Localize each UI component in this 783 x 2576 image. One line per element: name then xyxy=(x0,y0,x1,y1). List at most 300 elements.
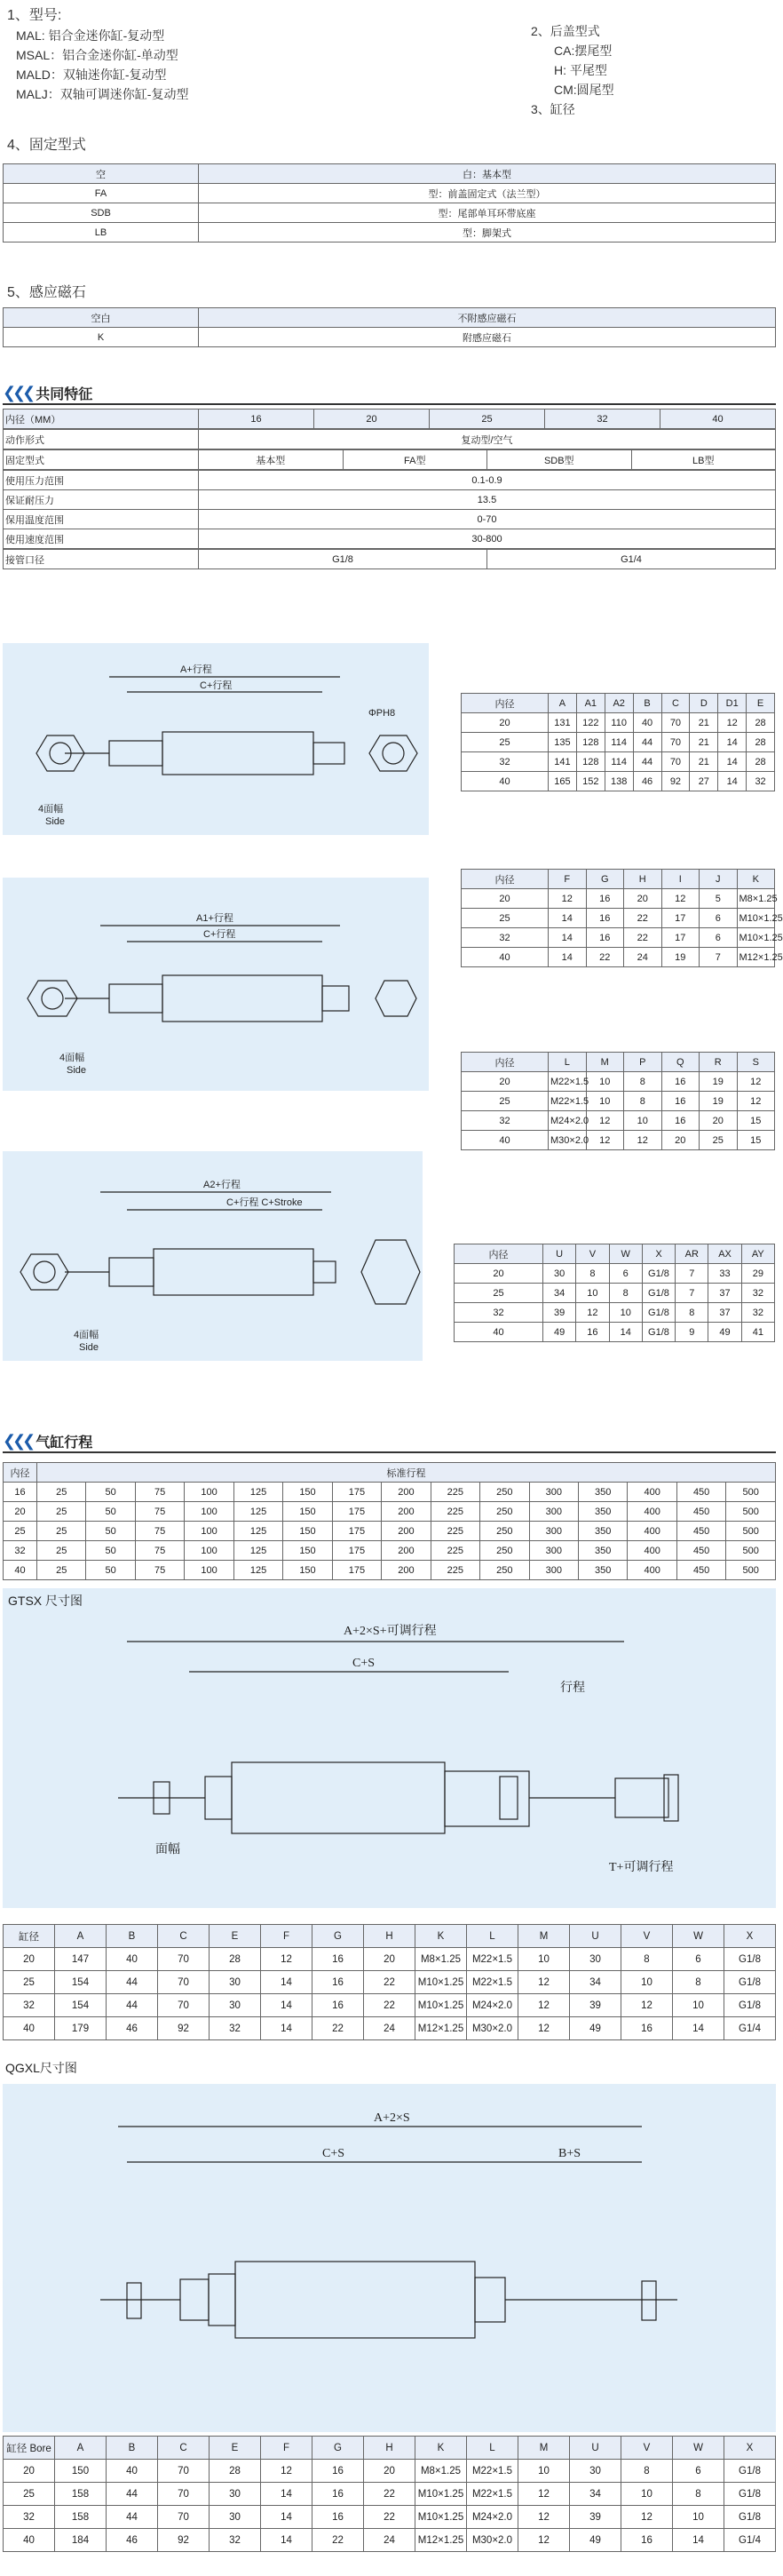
table-cell: 28 xyxy=(747,752,775,772)
table-cell: G1/8 xyxy=(642,1303,675,1323)
table-cell: W xyxy=(673,1925,724,1948)
table-cell: B xyxy=(107,2437,158,2460)
table-cell: 12 xyxy=(518,2529,570,2552)
table-cell: 12 xyxy=(621,1994,673,2017)
table-cell: 44 xyxy=(107,1994,158,2017)
common-cell: LB型 xyxy=(631,450,776,470)
table-cell: 10 xyxy=(673,1994,724,2017)
table-cell: M30×2.0 xyxy=(467,2017,518,2040)
rear-cover-list xyxy=(531,21,614,119)
table-cell: 75 xyxy=(135,1522,184,1541)
stroke-cell: 标准行程 xyxy=(37,1463,776,1483)
table-cell: F xyxy=(261,2437,312,2460)
table-cell: L xyxy=(467,2437,518,2460)
table-cell: 16 xyxy=(312,2483,364,2506)
table-cell: 49 xyxy=(570,2017,621,2040)
table-cell: 19 xyxy=(661,948,700,967)
table-cell: 200 xyxy=(382,1561,431,1580)
model-item: MSAL：铝合金迷你缸-单动型 xyxy=(16,48,178,62)
table-cell: 40 xyxy=(455,1323,543,1342)
common-cell: 使用压力范围 xyxy=(4,471,199,490)
table-cell: 19 xyxy=(700,1072,738,1092)
table-cell: 14 xyxy=(261,2483,312,2506)
table-cell: 138 xyxy=(605,772,633,791)
table-cell: E xyxy=(747,694,775,713)
table-cell: 6 xyxy=(673,1948,724,1971)
table-cell: 16 xyxy=(661,1111,700,1131)
table-cell: L xyxy=(467,1925,518,1948)
table-cell: 14 xyxy=(609,1323,642,1342)
table-cell: M22×1.5 xyxy=(549,1072,587,1092)
table-cell: 16 xyxy=(312,1971,364,1994)
table-cell: 30 xyxy=(543,1264,576,1284)
table-cell: 20 xyxy=(455,1264,543,1284)
table-cell: 300 xyxy=(529,1483,578,1502)
common-cell: FA型 xyxy=(343,450,487,470)
table-cell: 20 xyxy=(462,889,549,909)
common-cell: 32 xyxy=(545,409,660,429)
table-cell: M8×1.25 xyxy=(415,1948,467,1971)
rear-cover-item: CM:圆尾型 xyxy=(554,83,614,97)
table-cell: 44 xyxy=(633,733,661,752)
table-cell: M22×1.5 xyxy=(467,2483,518,2506)
table-cell: 14 xyxy=(718,752,747,772)
table-cell: 14 xyxy=(261,2506,312,2529)
table-cell: 21 xyxy=(690,733,718,752)
table-cell: 37 xyxy=(708,1284,741,1303)
table-cell: 10 xyxy=(576,1284,609,1303)
table-cell: 22 xyxy=(364,2483,415,2506)
table-cell: K xyxy=(415,1925,467,1948)
table-cell: 154 xyxy=(55,1994,107,2017)
table-row xyxy=(4,1561,776,1580)
model-item: MALJ：双轴可调迷你缸-复动型 xyxy=(16,87,189,101)
table-cell: 14 xyxy=(673,2529,724,2552)
table-cell: 25 xyxy=(462,1092,549,1111)
table-cell: 32 xyxy=(462,1111,549,1131)
stroke-table xyxy=(3,1462,776,1580)
table-row xyxy=(455,1284,775,1303)
table-cell: 20 xyxy=(4,2460,55,2483)
table-cell: 28 xyxy=(210,2460,261,2483)
table-cell: 44 xyxy=(107,1971,158,1994)
table-cell: 25 xyxy=(4,1522,37,1541)
table-cell: 8 xyxy=(676,1303,708,1323)
table-row xyxy=(4,2437,776,2460)
table-cell: 27 xyxy=(690,772,718,791)
table-cell: 141 xyxy=(549,752,577,772)
table-cell: 500 xyxy=(726,1522,776,1541)
table-cell: 150 xyxy=(283,1541,332,1561)
common-table xyxy=(3,409,776,569)
table-cell: 10 xyxy=(609,1303,642,1323)
table-cell: 7 xyxy=(676,1284,708,1303)
common-cell: 25 xyxy=(430,409,545,429)
table-cell: 75 xyxy=(135,1541,184,1561)
magnet-title: 5、感应磁石 xyxy=(7,285,86,300)
table-cell: 200 xyxy=(382,1483,431,1502)
table-cell: G1/8 xyxy=(724,1948,776,1971)
table-cell: K xyxy=(415,2437,467,2460)
table-cell: M12×1.25 xyxy=(737,948,775,967)
table-cell: 175 xyxy=(332,1561,381,1580)
table-cell: 22 xyxy=(364,2506,415,2529)
common-cell: 13.5 xyxy=(199,490,776,510)
table-cell: 25 xyxy=(462,733,549,752)
table-cell: 32 xyxy=(462,928,549,948)
table-cell: 16 xyxy=(312,2506,364,2529)
table-cell: 40 xyxy=(633,713,661,733)
table-cell: M10×1.25 xyxy=(737,928,775,948)
table-cell: 100 xyxy=(185,1502,233,1522)
table-cell: 10 xyxy=(621,1971,673,1994)
table-cell: 22 xyxy=(586,948,624,967)
table-cell: 16 xyxy=(586,889,624,909)
table-cell: G1/8 xyxy=(642,1284,675,1303)
table-cell: M xyxy=(586,1053,624,1072)
table-cell: 350 xyxy=(578,1483,627,1502)
magnet-cell: 附感应磁石 xyxy=(199,328,776,347)
table-row xyxy=(462,1111,775,1131)
table-cell: 40 xyxy=(107,1948,158,1971)
table-cell: 16 xyxy=(586,909,624,928)
table-cell: M8×1.25 xyxy=(415,2460,467,2483)
table-cell: 150 xyxy=(283,1561,332,1580)
table-cell: 175 xyxy=(332,1502,381,1522)
table-cell: 200 xyxy=(382,1541,431,1561)
table-cell: 12 xyxy=(624,1131,662,1150)
mount-cell: 白：基本型 xyxy=(199,164,776,184)
side-label: 4面幅 xyxy=(38,804,64,815)
table-cell: X xyxy=(642,1244,675,1264)
table-cell: 150 xyxy=(283,1522,332,1541)
table-cell: V xyxy=(621,2437,673,2460)
table-row xyxy=(455,1244,775,1264)
table-cell: 20 xyxy=(364,1948,415,1971)
table-cell: 250 xyxy=(480,1541,529,1561)
table-cell: 128 xyxy=(576,733,605,752)
table-cell: 6 xyxy=(609,1264,642,1284)
table-cell: I xyxy=(661,870,700,889)
table-cell: 250 xyxy=(480,1502,529,1522)
table-cell: 14 xyxy=(261,1994,312,2017)
table-cell: 25 xyxy=(37,1561,86,1580)
table-cell: 24 xyxy=(364,2017,415,2040)
table-cell: 25 xyxy=(4,2483,55,2506)
table-cell: 114 xyxy=(605,752,633,772)
table-cell: 22 xyxy=(624,909,662,928)
table-cell: 49 xyxy=(570,2529,621,2552)
table-row xyxy=(4,1541,776,1561)
table-cell: G1/8 xyxy=(724,2460,776,2483)
table-cell: 14 xyxy=(718,733,747,752)
table-cell: 10 xyxy=(624,1111,662,1131)
common-cell: 0-70 xyxy=(199,510,776,529)
table-row xyxy=(4,1971,776,1994)
model-list xyxy=(16,26,188,104)
table-cell: 350 xyxy=(578,1541,627,1561)
table-cell: 10 xyxy=(518,2460,570,2483)
table-cell: 21 xyxy=(690,713,718,733)
table-cell: 128 xyxy=(576,752,605,772)
table-cell: 22 xyxy=(624,928,662,948)
table-cell: 25 xyxy=(37,1522,86,1541)
table-cell: 300 xyxy=(529,1541,578,1561)
table-cell: W xyxy=(673,2437,724,2460)
table-cell: 225 xyxy=(431,1502,479,1522)
table-cell: 450 xyxy=(676,1561,725,1580)
table-cell: 125 xyxy=(233,1541,282,1561)
qgxl-drawing xyxy=(3,2084,776,2432)
rear-cover-item: H: 平尾型 xyxy=(554,63,607,77)
table-cell: F xyxy=(261,1925,312,1948)
table-cell: 100 xyxy=(185,1561,233,1580)
table-cell: M24×2.0 xyxy=(467,1994,518,2017)
table-cell: C xyxy=(661,694,690,713)
table-cell: A1 xyxy=(576,694,605,713)
table-cell: 15 xyxy=(737,1131,775,1150)
table-cell: M30×2.0 xyxy=(467,2529,518,2552)
table-cell: 21 xyxy=(690,752,718,772)
table-cell: 24 xyxy=(364,2529,415,2552)
table-cell: 150 xyxy=(283,1483,332,1502)
table-cell: M22×1.5 xyxy=(549,1092,587,1111)
qgxl-table xyxy=(3,2436,776,2552)
table-cell: 16 xyxy=(312,1948,364,1971)
table-cell: M30×2.0 xyxy=(549,1131,587,1150)
table-cell: 12 xyxy=(518,2483,570,2506)
chevrons-icon: ❮❮❮ xyxy=(3,383,33,402)
table-cell: 92 xyxy=(158,2017,210,2040)
table-cell: 125 xyxy=(233,1561,282,1580)
table-cell: 400 xyxy=(628,1522,676,1541)
table-cell: 34 xyxy=(543,1284,576,1303)
mount-cell: LB xyxy=(4,223,199,242)
table-cell: 14 xyxy=(718,772,747,791)
table-cell: L xyxy=(549,1053,587,1072)
table-cell: 450 xyxy=(676,1502,725,1522)
table-cell: 44 xyxy=(633,752,661,772)
common-cell: G1/4 xyxy=(487,550,776,569)
table-cell: M10×1.25 xyxy=(415,2506,467,2529)
table-cell: 16 xyxy=(621,2529,673,2552)
mount-cell: 型：脚架式 xyxy=(199,223,776,242)
table-cell: 70 xyxy=(158,1994,210,2017)
table-cell: K xyxy=(737,870,775,889)
common-cell: 0.1-0.9 xyxy=(199,471,776,490)
table-cell: 350 xyxy=(578,1561,627,1580)
table-cell: 150 xyxy=(55,2460,107,2483)
table-cell: 10 xyxy=(621,2483,673,2506)
table-cell: X xyxy=(724,1925,776,1948)
table-cell: 16 xyxy=(586,928,624,948)
magnet-table xyxy=(3,307,776,347)
table-cell: 122 xyxy=(576,713,605,733)
table-cell: V xyxy=(621,1925,673,1948)
table-row xyxy=(4,1948,776,1971)
table-cell: 44 xyxy=(107,2483,158,2506)
table-row xyxy=(462,948,775,967)
gtsx-drawing xyxy=(3,1588,776,1908)
dim-label: A+2×S+可调行程 xyxy=(344,1625,437,1638)
table-cell: 49 xyxy=(708,1323,741,1342)
table-cell: 8 xyxy=(576,1264,609,1284)
table-cell: 14 xyxy=(261,2017,312,2040)
table-cell: 400 xyxy=(628,1541,676,1561)
table-cell: 40 xyxy=(4,1561,37,1580)
table-cell: X xyxy=(724,2437,776,2460)
table-cell: 110 xyxy=(605,713,633,733)
table-cell: 450 xyxy=(676,1483,725,1502)
table-cell: C xyxy=(158,2437,210,2460)
table-row xyxy=(4,1502,776,1522)
dim-label: 面幅 xyxy=(155,1843,180,1856)
table-cell: 17 xyxy=(661,909,700,928)
table-cell: 41 xyxy=(741,1323,774,1342)
table-cell: 12 xyxy=(576,1303,609,1323)
table-row xyxy=(462,694,775,713)
table-cell: A2 xyxy=(605,694,633,713)
table-cell: 缸径 Bore xyxy=(4,2437,55,2460)
table-cell: 33 xyxy=(708,1264,741,1284)
table-cell: 12 xyxy=(518,2506,570,2529)
table-cell: C xyxy=(158,1925,210,1948)
table-cell: 17 xyxy=(661,928,700,948)
table-cell: H xyxy=(364,2437,415,2460)
table-row xyxy=(462,909,775,928)
table-cell: 100 xyxy=(185,1541,233,1561)
table-cell: 400 xyxy=(628,1502,676,1522)
table-cell: 8 xyxy=(624,1092,662,1111)
table-row xyxy=(4,1522,776,1541)
table-cell: M10×1.25 xyxy=(415,1994,467,2017)
table-cell: 40 xyxy=(462,772,549,791)
table-cell: 350 xyxy=(578,1502,627,1522)
model-section xyxy=(7,4,188,104)
dim-label: A1+行程 xyxy=(196,913,233,924)
table-cell: 9 xyxy=(676,1323,708,1342)
table-cell: Q xyxy=(661,1053,700,1072)
table-cell: 32 xyxy=(4,1994,55,2017)
table-cell: 75 xyxy=(135,1561,184,1580)
table-cell: M12×1.25 xyxy=(415,2017,467,2040)
table-cell: 46 xyxy=(107,2529,158,2552)
common-cell: 20 xyxy=(314,409,430,429)
table-row xyxy=(455,1264,775,1284)
table-cell: 32 xyxy=(210,2017,261,2040)
table-cell: 32 xyxy=(741,1284,774,1303)
table-cell: 7 xyxy=(700,948,738,967)
table-cell: 175 xyxy=(332,1522,381,1541)
mount-title: 4、固定型式 xyxy=(7,138,86,153)
table-cell: 7 xyxy=(676,1264,708,1284)
common-cell: 接管口径 xyxy=(4,550,199,569)
bore-title: 3、缸径 xyxy=(531,102,575,116)
table-cell: 25 xyxy=(4,1971,55,1994)
common-cell: G1/8 xyxy=(199,550,487,569)
table-cell: S xyxy=(737,1053,775,1072)
table-cell: 22 xyxy=(312,2017,364,2040)
table-cell: 14 xyxy=(673,2017,724,2040)
table-cell: 39 xyxy=(570,1994,621,2017)
table-cell: 179 xyxy=(55,2017,107,2040)
common-header xyxy=(3,382,776,405)
table-cell: 39 xyxy=(543,1303,576,1323)
dim-table-4 xyxy=(454,1244,775,1342)
table-cell: 12 xyxy=(261,2460,312,2483)
table-cell: AY xyxy=(741,1244,774,1264)
table-row xyxy=(462,1131,775,1150)
table-cell: G1/8 xyxy=(642,1264,675,1284)
table-row xyxy=(4,2483,776,2506)
table-cell: 6 xyxy=(700,909,738,928)
stroke-cell: 内径 xyxy=(4,1463,37,1483)
common-cell: 使用速度范围 xyxy=(4,529,199,549)
table-cell: 19 xyxy=(700,1092,738,1111)
table-row xyxy=(455,1303,775,1323)
table-cell: M8×1.25 xyxy=(737,889,775,909)
common-cell: 动作形式 xyxy=(4,430,199,449)
table-cell: E xyxy=(210,2437,261,2460)
mount-cell: 型：前盖固定式（法兰型） xyxy=(199,184,776,203)
table-cell: 12 xyxy=(586,1111,624,1131)
table-cell: H xyxy=(624,870,662,889)
table-cell: G1/4 xyxy=(724,2529,776,2552)
table-cell: 10 xyxy=(518,1948,570,1971)
table-cell: 28 xyxy=(747,713,775,733)
table-cell: M24×2.0 xyxy=(467,2506,518,2529)
table-cell: 12 xyxy=(261,1948,312,1971)
table-cell: 12 xyxy=(718,713,747,733)
table-cell: 300 xyxy=(529,1502,578,1522)
mount-cell: 型：尾部单耳环带底座 xyxy=(199,203,776,223)
table-cell: AX xyxy=(708,1244,741,1264)
mount-table xyxy=(3,163,776,242)
drawing-3 xyxy=(3,1151,423,1361)
table-row xyxy=(4,2529,776,2552)
table-cell: 70 xyxy=(158,2460,210,2483)
table-cell: 24 xyxy=(624,948,662,967)
table-cell: 8 xyxy=(624,1072,662,1092)
table-cell: P xyxy=(624,1053,662,1072)
magnet-cell: K xyxy=(4,328,199,347)
table-cell: 92 xyxy=(158,2529,210,2552)
table-cell: W xyxy=(609,1244,642,1264)
table-cell: 500 xyxy=(726,1483,776,1502)
magnet-cell: 不附感应磁石 xyxy=(199,308,776,328)
table-cell: 32 xyxy=(210,2529,261,2552)
table-cell: 70 xyxy=(158,2506,210,2529)
table-cell: 30 xyxy=(570,1948,621,1971)
table-cell: 154 xyxy=(55,1971,107,1994)
table-cell: 20 xyxy=(364,2460,415,2483)
table-cell: 165 xyxy=(549,772,577,791)
table-cell: 缸径 xyxy=(4,1925,55,1948)
table-cell: 500 xyxy=(726,1502,776,1522)
table-cell: 450 xyxy=(676,1522,725,1541)
table-cell: 34 xyxy=(570,1971,621,1994)
table-cell: 16 xyxy=(576,1323,609,1342)
table-cell: 16 xyxy=(312,2460,364,2483)
table-cell: 内径 xyxy=(462,1053,549,1072)
table-cell: 30 xyxy=(210,2483,261,2506)
table-cell: 350 xyxy=(578,1522,627,1541)
table-cell: 32 xyxy=(455,1303,543,1323)
table-cell: 50 xyxy=(86,1522,135,1541)
table-cell: 22 xyxy=(364,1971,415,1994)
table-row xyxy=(4,2460,776,2483)
table-cell: 300 xyxy=(529,1561,578,1580)
